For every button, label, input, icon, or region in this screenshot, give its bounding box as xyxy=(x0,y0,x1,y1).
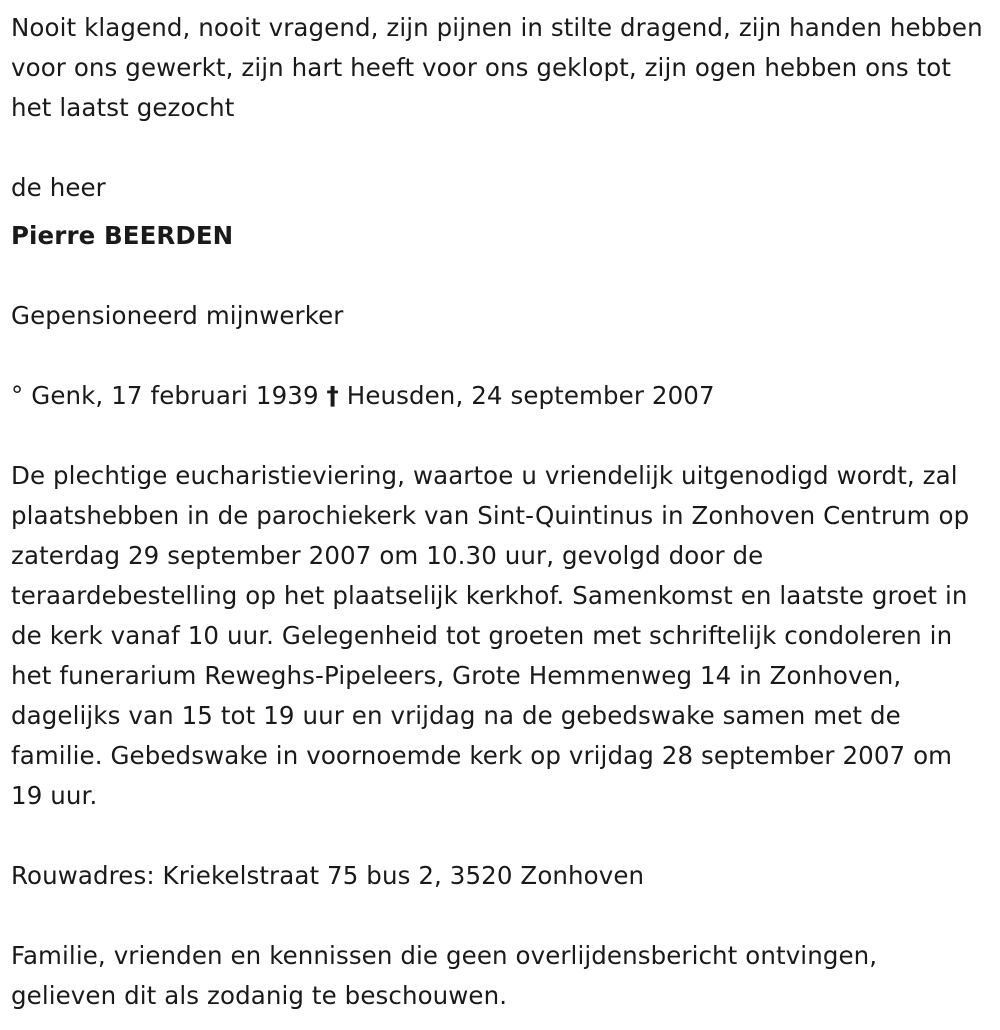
closing-note: Familie, vrienden en kennissen die geen overlijdensbericht ontvingen, gelieven dit als zodanig te beschouwen. xyxy=(11,941,878,1010)
mourning-address: Rouwadres: Kriekelstraat 75 bus 2, 3520 Zonhoven xyxy=(11,861,645,890)
spacer xyxy=(11,208,990,216)
ceremony-details: De plechtige eucharistieviering, waartoe u vriendelijk uitgenodigd wordt, zal plaatshebben in de parochiekerk van Sint-Quintinus in Zonhoven Centrum op zaterdag 29 september 2007 om 10.30 uur, gevolgd door de teraardebestelling op het plaatselijk kerkhof. Samenkomst en laatste groet in de kerk vanaf 10 uur. Gelegenheid tot groeten met schriftelijk condoleren in het funerarium Reweghs-Pipeleers, Grote Hemmenweg 14 in Zonhoven, dagelijks van 15 tot 19 uur en vrijdag na de gebedswake samen met de familie. Gebedswake in voornoemde kerk op vrijdag 28 september 2007 om 19 uur. xyxy=(11,461,970,810)
spacer xyxy=(11,128,990,168)
death-date-place: Heusden, 24 september 2007 xyxy=(346,381,715,410)
spacer xyxy=(11,896,990,936)
epigraph: Nooit klagend, nooit vragend, zijn pijnen in stilte dragend, zijn handen hebben voor ons gewerkt, zijn hart heeft voor ons geklopt, zijn ogen hebben ons tot het laatst gezocht xyxy=(11,13,983,122)
spacer xyxy=(11,416,990,456)
birth-date-place: Genk, 17 februari 1939 xyxy=(31,381,319,410)
occupation: Gepensioneerd mijnwerker xyxy=(11,301,344,330)
death-cross-icon: † xyxy=(326,381,339,410)
spacer xyxy=(11,816,990,856)
salutation: de heer xyxy=(11,173,106,202)
deceased-name: Pierre BEERDEN xyxy=(11,221,234,250)
life-dates xyxy=(11,376,990,416)
spacer xyxy=(11,256,990,296)
spacer xyxy=(11,336,990,376)
birth-marker: ° xyxy=(11,381,24,410)
